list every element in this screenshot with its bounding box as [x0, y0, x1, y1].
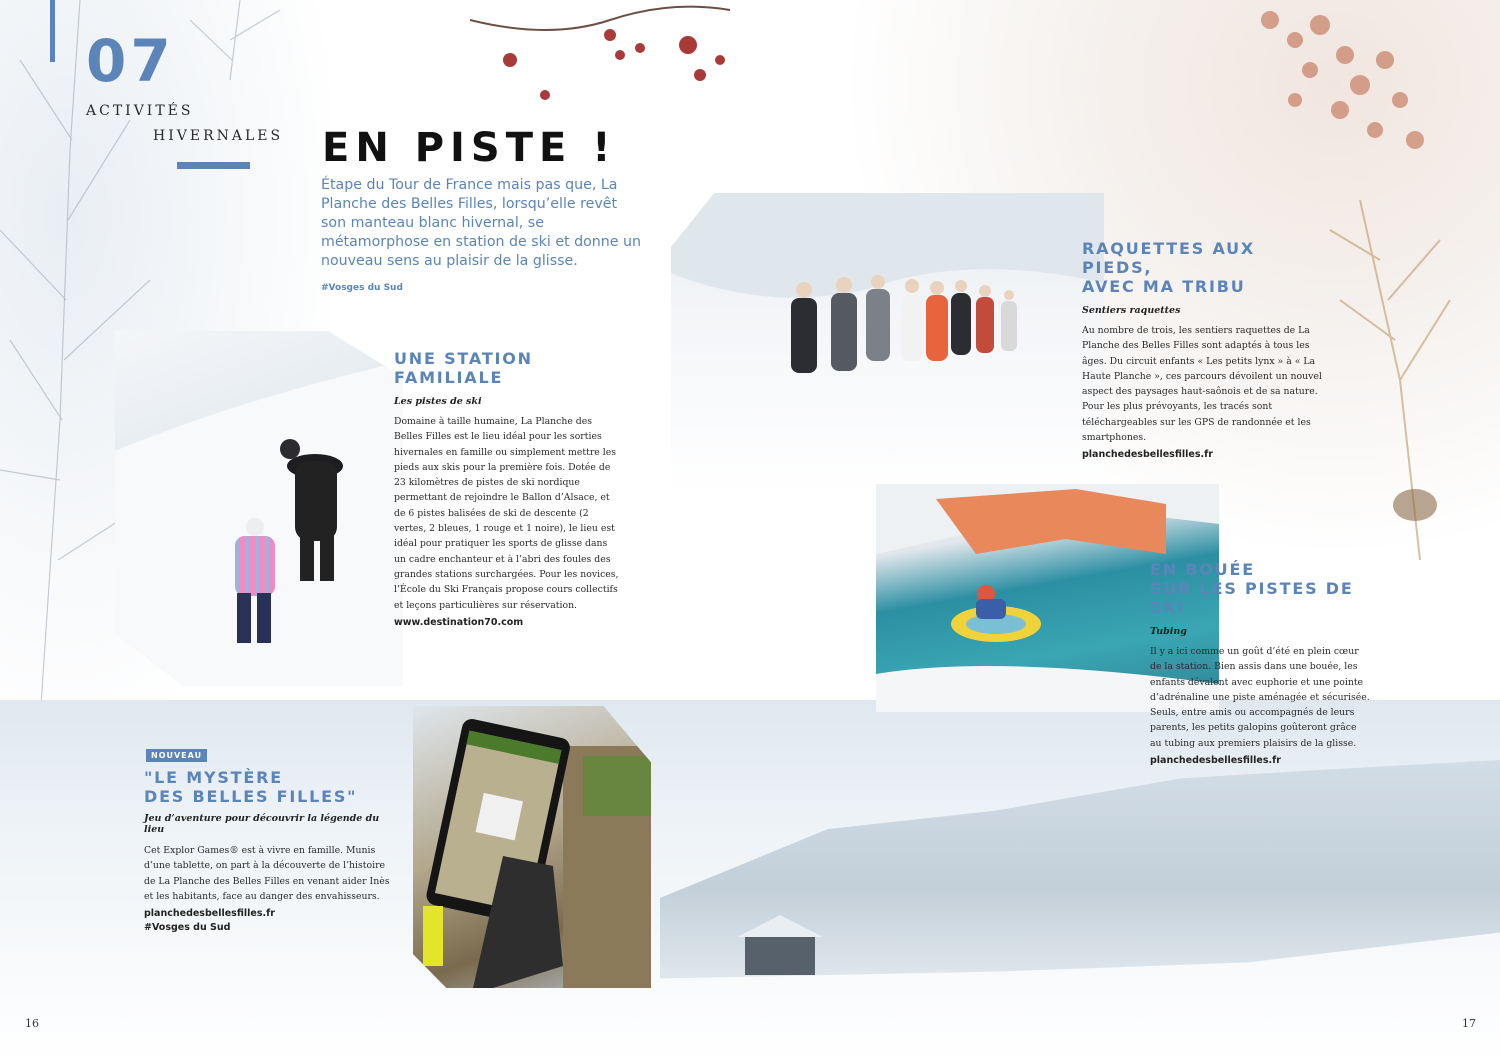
- photo-snowshoe-group: [671, 193, 1104, 493]
- photo-tablet-game: [413, 706, 651, 988]
- page-number-left: 16: [25, 1017, 39, 1030]
- mystere-heading-line-1: "LE MYSTÈRE: [144, 768, 283, 787]
- mountain-chalet: [745, 935, 815, 975]
- raquettes-body: Au nombre de trois, les sentiers raquettes de La Planche des Belles Filles sont adaptés à tous les âges. Du circuit enfants « Les petits lynx » à « La Haute Planche », ces parcours dévoilent un nouvel aspect des paysages haut-saônois et de sa nature. Pour les plus prévoyants, les tracés sont téléchargeables sur les GPS de randonnée et les smartphones.: [1082, 325, 1322, 444]
- intro-hashtag: #Vosges du Sud: [321, 283, 403, 293]
- berries-illustration: [470, 0, 730, 110]
- raquettes-link[interactable]: planchedesbellesfilles.fr: [1082, 449, 1213, 461]
- section-station-familiale: [394, 349, 619, 628]
- section-number: 07: [86, 27, 175, 95]
- mystere-heading-line-2: DES BELLES FILLES": [144, 787, 358, 806]
- intro-text: Étape du Tour de France mais pas que, La Planche des Belles Filles, lorsqu’elle revêt son manteau blanc hivernal, se métamorphose en station de ski et donne un nouveau sens au plaisir de la glisse.: [321, 177, 642, 269]
- mystere-hashtag: #Vosges du Sud: [144, 922, 231, 934]
- photo-skiers: [115, 331, 403, 686]
- station-heading-line-2: FAMILIALE: [394, 368, 504, 387]
- category-line-1: ACTIVITÉS: [86, 103, 194, 119]
- bouee-link[interactable]: planchedesbellesfilles.fr: [1150, 755, 1281, 767]
- station-link[interactable]: www.destination70.com: [394, 616, 524, 628]
- snowshoe-group-illustration: [671, 193, 1104, 493]
- mystere-link[interactable]: planchedesbellesfilles.fr: [144, 908, 275, 920]
- red-berries-branch: [470, 0, 730, 110]
- new-badge: NOUVEAU: [146, 749, 207, 762]
- raquettes-heading-line-2: AVEC MA TRIBU: [1082, 277, 1246, 296]
- bouee-heading-line-2: SUR LES PISTES DE SKI: [1150, 579, 1354, 617]
- category-underline: [177, 162, 250, 169]
- station-subheading: Les pistes de ski: [394, 396, 482, 407]
- page-number-right: 17: [1462, 1017, 1476, 1030]
- skiers-illustration: [115, 331, 403, 686]
- raquettes-subheading: Sentiers raquettes: [1082, 305, 1181, 316]
- page-title: EN PISTE !: [322, 125, 617, 171]
- station-heading-line-1: UNE STATION: [394, 349, 533, 368]
- tablet-illustration: [413, 706, 651, 988]
- raquettes-heading-line-1: RAQUETTES AUX PIEDS,: [1082, 239, 1256, 277]
- section-marker-bar: [50, 0, 55, 62]
- mystere-subheading: Jeu d’aventure pour découvrir la légende du lieu: [144, 813, 380, 835]
- bouee-body: Il y a ici comme un goût d’été en plein cœur de la station. Bien assis dans une bouée, les enfants dévalent avec euphorie et une pointe d’adrénaline une piste aménagée et sécurisée. Seuls, entre amis ou accompagnés de leurs parents, les petits galopins goûteront grâce au tubing aux premiers plaisirs de la glisse.: [1150, 646, 1370, 749]
- mystere-body: Cet Explor Games® est à vivre en famille. Munis d’une tablette, on part à la découverte de l’histoire de La Planche des Belles Filles en venant aider Inès et les habitants, face au danger des envahisseurs.: [144, 845, 390, 902]
- section-bouee: [1150, 560, 1370, 766]
- station-body: Domaine à taille humaine, La Planche des Belles Filles est le lieu idéal pour les sorties hivernales en famille ou simplement mettre les pieds aux skis pour la première fois. Dotée de 23 kilomètres de pistes de ski nordique permettant de rejoindre le Ballon d’Alsace, et de 6 pistes balisées de ski de descente (2 vertes, 2 bleues, 1 rouge et 1 noire), le lieu est idéal pour pratiquer les sports de glisse dans un cadre enchanteur et à l’abri des foules des grandes stations surchargées. Pour les novices, l’École du Ski Français propose cours collectifs et leçons particulières sur réservation.: [394, 416, 619, 611]
- bouee-heading-line-1: EN BOUÉE: [1150, 560, 1255, 579]
- intro-paragraph: [321, 176, 641, 298]
- category-line-2: HIVERNALES: [153, 128, 284, 144]
- bouee-subheading: Tubing: [1150, 626, 1187, 637]
- section-mystere: [144, 768, 394, 933]
- section-raquettes: [1082, 239, 1322, 460]
